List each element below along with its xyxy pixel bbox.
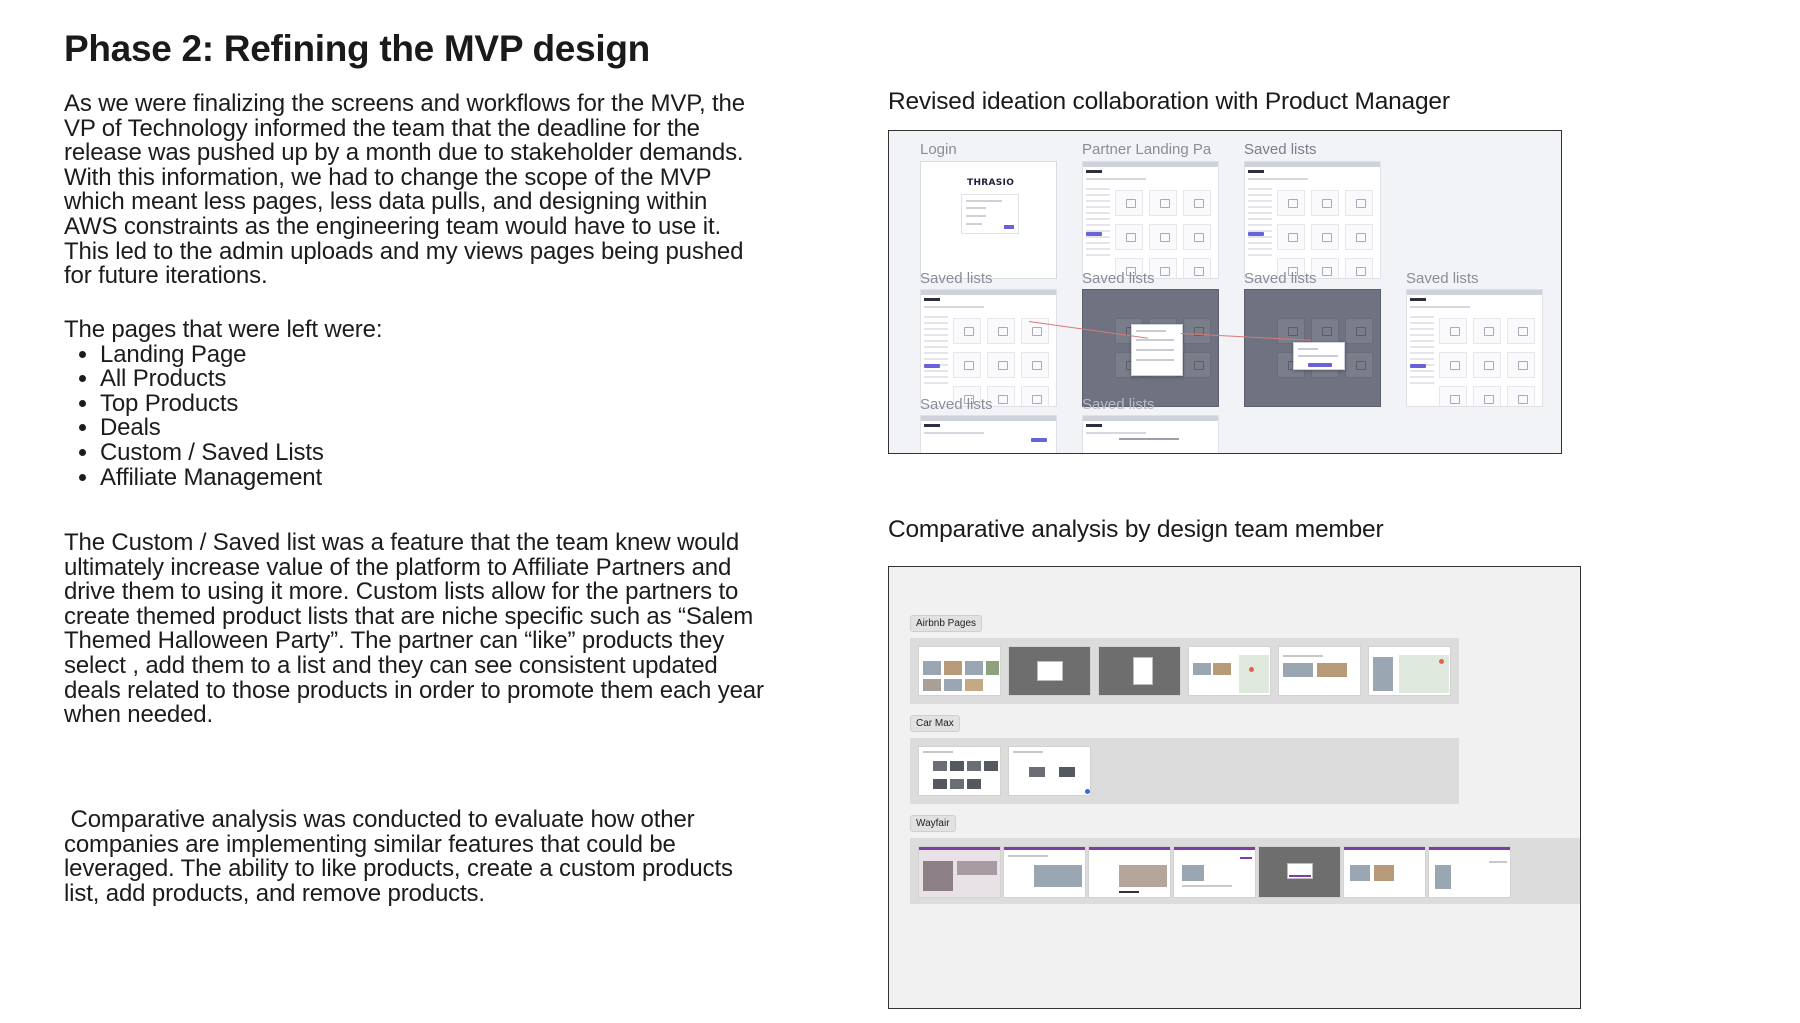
add-to-list-modal	[1131, 324, 1183, 376]
wayfair-screenshot	[918, 846, 1001, 898]
airbnb-screenshot	[1368, 646, 1451, 696]
frame-label: Login	[920, 141, 957, 158]
analysis-board	[888, 566, 1581, 1009]
wayfair-screenshot	[1258, 846, 1341, 898]
list-item: • Top Products	[100, 392, 764, 417]
airbnb-screenshot	[918, 646, 1001, 696]
landing-mock	[1082, 161, 1219, 279]
wayfair-screenshot	[1428, 846, 1511, 898]
frame-label: Saved lists	[1082, 396, 1155, 413]
frame-label: Saved lists	[920, 270, 993, 287]
frame-label: Saved lists	[920, 396, 993, 413]
saved-lists-modal-mock	[1082, 289, 1219, 407]
group-label-carmax: Car Max	[910, 715, 960, 732]
pages-left-list	[64, 340, 764, 491]
saved-lists-mock	[1244, 161, 1381, 279]
list-item: • Deals	[100, 416, 764, 441]
frame-label: Partner Landing Pa	[1082, 141, 1212, 158]
ideation-title: Revised ideation collaboration with Product Manager	[888, 88, 1450, 115]
new-list-modal	[1293, 342, 1345, 370]
carmax-screenshot	[918, 746, 1001, 796]
carmax-screenshot	[1008, 746, 1091, 796]
intro-paragraph	[64, 92, 764, 289]
comparative-text: Comparative analysis was conducted to evaluate how other companies are implementing similar features that could be leveraged. The ability to like products, create a custom products list, add products, and remove products.	[64, 806, 740, 907]
login-card	[961, 194, 1019, 234]
list-item: • Landing Page	[100, 343, 764, 368]
airbnb-screenshot	[1188, 646, 1271, 696]
login-mock	[920, 161, 1057, 279]
airbnb-screenshot	[1098, 646, 1181, 696]
wayfair-screenshot	[1088, 846, 1171, 898]
saved-lists-mock	[920, 415, 1057, 454]
page-title: Phase 2: Refining the MVP design	[64, 28, 650, 69]
wayfair-screenshot	[1173, 846, 1256, 898]
frame-label: Saved lists	[1082, 270, 1155, 287]
saved-lists-mock	[1082, 415, 1219, 454]
intro-text: As we were finalizing the screens and workflows for the MVP, the VP of Technology informed the team that the deadline for the release was pushed up by a month due to stakeholder demands. With this information, we had to change the scope of the MVP which meant less pages, less data pulls, and designing within AWS constraints as the engineering team would have to use it. This led to the admin uploads and my views pages being pushed for future iterations.	[64, 90, 745, 290]
pages-left-block	[64, 318, 764, 490]
thrasio-logo: THRASIO	[967, 178, 1015, 188]
frame-label: Saved lists	[1244, 270, 1317, 287]
frame-label: Saved lists	[1406, 270, 1479, 287]
frame-label: Saved lists	[1244, 141, 1317, 158]
new-list-modal-mock	[1244, 289, 1381, 407]
group-label-airbnb: Airbnb Pages	[910, 615, 982, 632]
saved-lists-mock	[1406, 289, 1543, 407]
list-item: • Affiliate Management	[100, 466, 764, 491]
airbnb-screenshot	[1278, 646, 1361, 696]
list-item: • Custom / Saved Lists	[100, 441, 764, 466]
ideation-board	[888, 130, 1562, 454]
wayfair-screenshot	[1343, 846, 1426, 898]
saved-lists-mock	[920, 289, 1057, 407]
list-item: • All Products	[100, 367, 764, 392]
custom-list-text: The Custom / Saved list was a feature that the team knew would ultimately increase value of the platform to Affiliate Partners and drive them to using it more. Custom lists allow for the partners to create themed product lists that are niche specific such as “Salem Themed Halloween Party”. The partner can “like” products they select , add them to a list and they can see consistent updated deals related to those products in order to promote them each year when needed.	[64, 529, 764, 729]
analysis-title: Comparative analysis by design team member	[888, 516, 1384, 543]
group-label-wayfair: Wayfair	[910, 815, 956, 832]
wayfair-screenshot	[1003, 846, 1086, 898]
airbnb-screenshot	[1008, 646, 1091, 696]
custom-list-paragraph	[64, 531, 764, 728]
comparative-paragraph	[64, 759, 764, 931]
pages-left-heading: The pages that were left were:	[64, 316, 383, 343]
